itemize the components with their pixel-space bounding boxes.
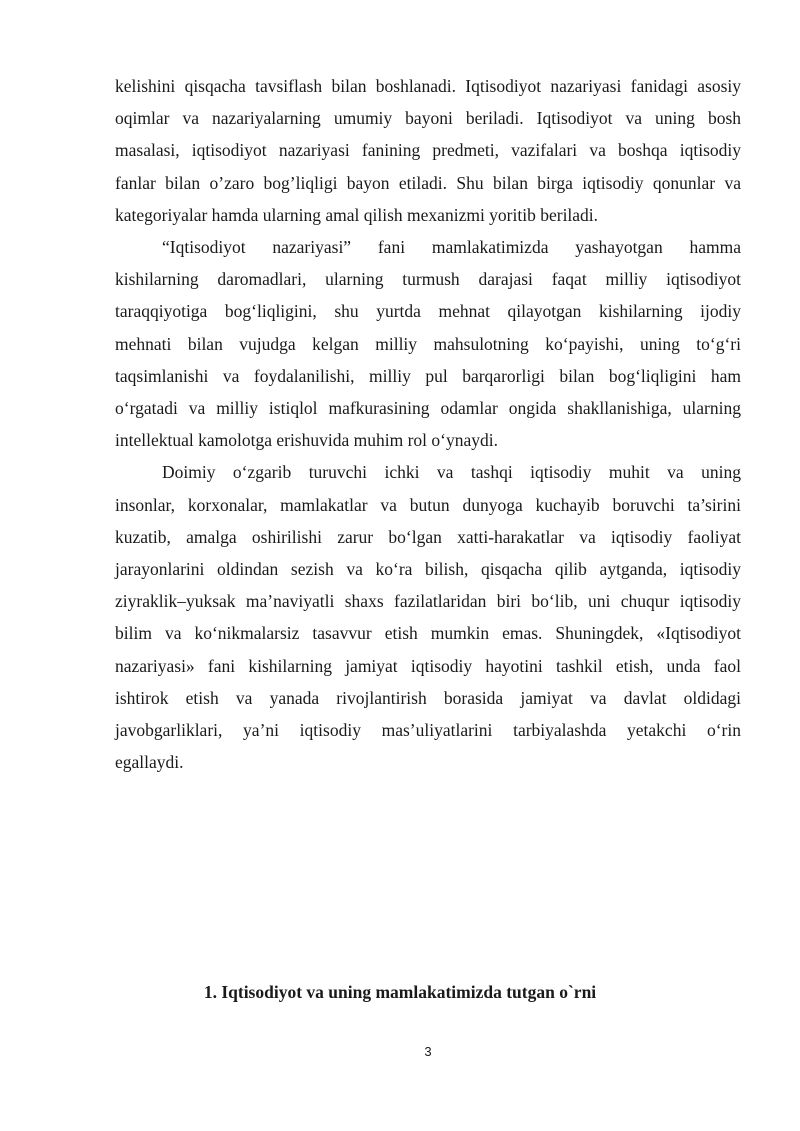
text-line: mehnati bilan vujudga kelgan milliy mahsulotning ko‘payishi, uning to‘g‘ri: [115, 333, 741, 354]
text-line: fanlar bilan o’zaro bog’liqligi bayon etiladi. Shu bilan birga iqtisodiy qonunlar va: [115, 172, 741, 193]
text-line: ziyraklik–yuksak ma’naviyatli shaxs fazilatlaridan biri bo‘lib, uni chuqur iqtisodiy: [115, 591, 741, 612]
text-line: bilim va ko‘nikmalarsiz tasavvur etish mumkin emas. Shuningdek, «Iqtisodiyot: [115, 623, 741, 644]
text-line: javobgarliklari, ya’ni iqtisodiy mas’uliyatlarini tarbiyalashda yetakchi o‘rin: [115, 720, 741, 740]
text-line: kishilarning daromadlari, ularning turmush darajasi faqat milliy iqtisodiyot: [115, 269, 741, 290]
text-line: jarayonlarini oldindan sezish va ko‘ra bilish, qisqacha qilib aytganda, iqtisodiy: [115, 559, 741, 579]
text-line: kelishini qisqacha tavsiflash bilan boshlanadi. Iqtisodiyot nazariyasi fanidagi asosiy: [115, 76, 741, 96]
text-line: masalasi, iqtisodiyot nazariyasi fanining predmeti, vazifalari va boshqa iqtisodiy: [115, 140, 741, 161]
text-line: Doimiy o‘zgarib turuvchi ichki va tashqi iqtisodiy muhit va uning: [162, 462, 741, 483]
text-line: ishtirok etish va yanada rivojlantirish borasida jamiyat va davlat oldidagi: [115, 687, 741, 708]
text-line: kuzatib, amalga oshirilishi zarur bo‘lgan xatti-harakatlar va iqtisodiy faoliyat: [115, 526, 741, 547]
text-line: insonlar, korxonalar, mamlakatlar va butun dunyoga kuchayib boruvchi ta’sirini: [115, 494, 741, 515]
text-line: kategoriyalar hamda ularning amal qilish mexanizmi yoritib beriladi.: [115, 204, 599, 225]
text-line: o‘rgatadi va milliy istiqlol mafkurasining odamlar ongida shakllanishiga, ularning: [115, 398, 741, 418]
text-line: “Iqtisodiyot nazariyasi” fani mamlakatimizda yashayotgan hamma: [162, 237, 741, 257]
section-heading: 1. Iqtisodiyot va uning mamlakatimizda tutgan o`rni: [203, 982, 597, 1002]
page-number: 3: [424, 1044, 432, 1059]
text-line: egallaydi.: [115, 752, 184, 773]
text-line: intellektual kamolotga erishuvida muhim rol o‘ynaydi.: [115, 430, 498, 451]
text-line: taraqqiyotiga bog‘liqligini, shu yurtda mehnat qilayotgan kishilarning ijodiy: [115, 301, 741, 322]
text-line: oqimlar va nazariyalarning umumiy bayoni beriladi. Iqtisodiyot va uning bosh: [115, 108, 741, 129]
text-line: nazariyasi» fani kishilarning jamiyat iqtisodiy hayotini tashkil etish, unda faol: [115, 655, 741, 676]
text-line: taqsimlanishi va foydalanilishi, milliy pul barqarorligi bilan bog‘liqligini ham: [115, 365, 741, 386]
